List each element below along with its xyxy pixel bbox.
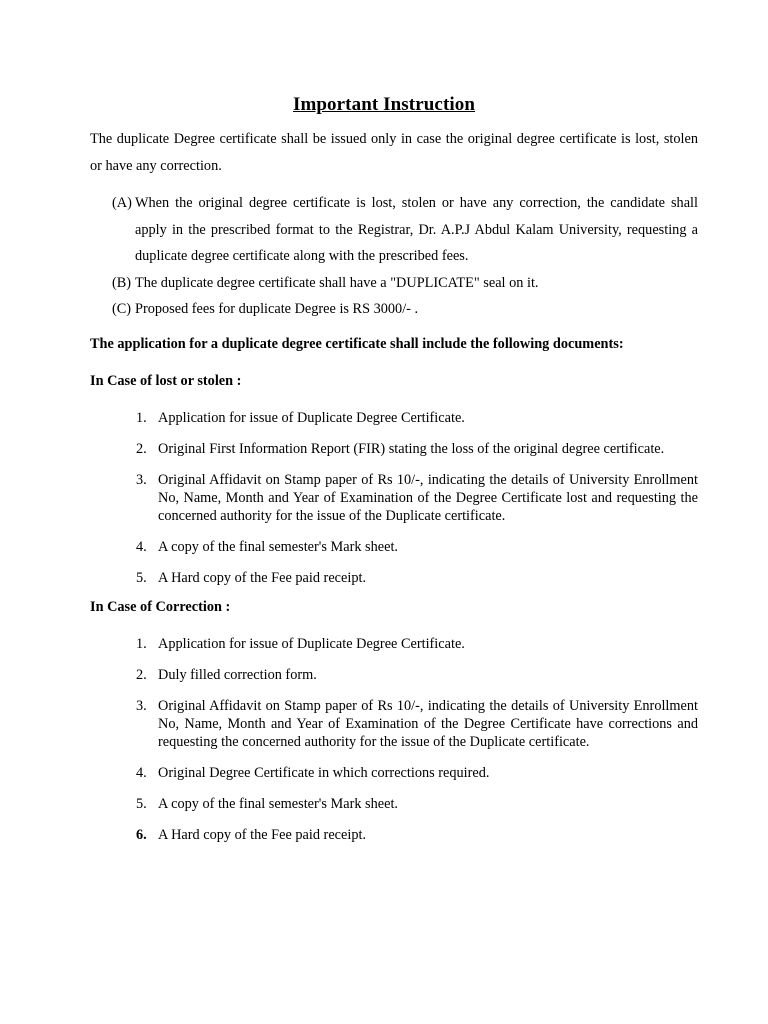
list-marker: (B) [112,274,132,291]
list-marker: 3. [136,698,147,714]
list-item [136,409,698,427]
lost-heading: In Case of lost or stolen : [90,373,242,389]
list-item-text: Application for issue of Duplicate Degree Certificate. [158,636,465,652]
list-item-text: When the original degree certificate is lost, stolen or have any correction, the candidate shall apply in the prescribed format to the Registrar, Dr. A.P.J Abdul Kalam University, requesting a duplicate degree certificate along with the prescribed fees. [135,195,698,264]
list-item [136,569,698,587]
list-item [136,635,698,653]
list-item-text: A copy of the final semester's Mark sheet. [158,796,398,812]
list-item [136,826,698,844]
list-item [136,795,698,813]
correction-list [136,635,698,857]
list-item-text: Duly filled correction form. [158,667,317,683]
list-item-text: Proposed fees for duplicate Degree is RS 3000/- . [135,301,419,317]
list-item [112,190,698,270]
list-item-text: A Hard copy of the Fee paid receipt. [158,570,367,586]
list-marker: 3. [136,472,147,488]
list-item-text: The duplicate degree certificate shall have a "DUPLICATE" seal on it. [135,274,539,291]
list-item-text: Application for issue of Duplicate Degree Certificate. [158,410,465,426]
list-marker: 1. [136,410,147,426]
list-marker: (C) [112,301,132,317]
list-item-text: A copy of the final semester's Mark sheet. [158,539,398,555]
list-item [136,471,698,525]
lettered-list [112,190,698,323]
list-item [136,538,698,556]
list-item [136,666,698,684]
correction-heading: In Case of Correction : [90,599,231,615]
list-item [112,270,698,297]
list-marker: 5. [136,796,147,812]
list-marker: 2. [136,667,147,683]
list-item-text: Original Affidavit on Stamp paper of Rs 10/-, indicating the details of University Enrollment No, Name, Month and Year of Examination of the Degree Certificate lost and requesting the concerned authority for the issue of the Duplicate certificate. [158,472,698,524]
list-item [112,296,698,323]
list-item [136,440,698,458]
documents-heading: The application for a duplicate degree certificate shall include the following documents: [90,336,624,352]
list-item-text: A Hard copy of the Fee paid receipt. [158,827,367,843]
list-marker: 1. [136,636,147,652]
list-item [136,697,698,751]
list-marker: 6. [136,827,147,843]
list-marker: (A) [112,195,132,211]
list-item-text: Original Degree Certificate in which corrections required. [158,765,490,781]
page-title: Important Instruction [292,94,476,115]
list-item-text: Original Affidavit on Stamp paper of Rs 10/-, indicating the details of University Enrollment No, Name, Month and Year of Examination of the Degree Certificate have corrections and requesting the concerned authority for the issue of the Duplicate certificate. [158,698,698,750]
list-item-text: Original First Information Report (FIR) stating the loss of the original degree certificate. [158,441,665,457]
list-marker: 2. [136,441,147,457]
list-marker: 5. [136,570,147,586]
list-item [136,764,698,782]
list-marker: 4. [136,765,147,781]
list-marker: 4. [136,539,147,555]
intro-paragraph: The duplicate Degree certificate shall be issued only in case the original degree certificate is lost, stolen or have any correction. [90,131,698,174]
lost-list [136,409,698,600]
